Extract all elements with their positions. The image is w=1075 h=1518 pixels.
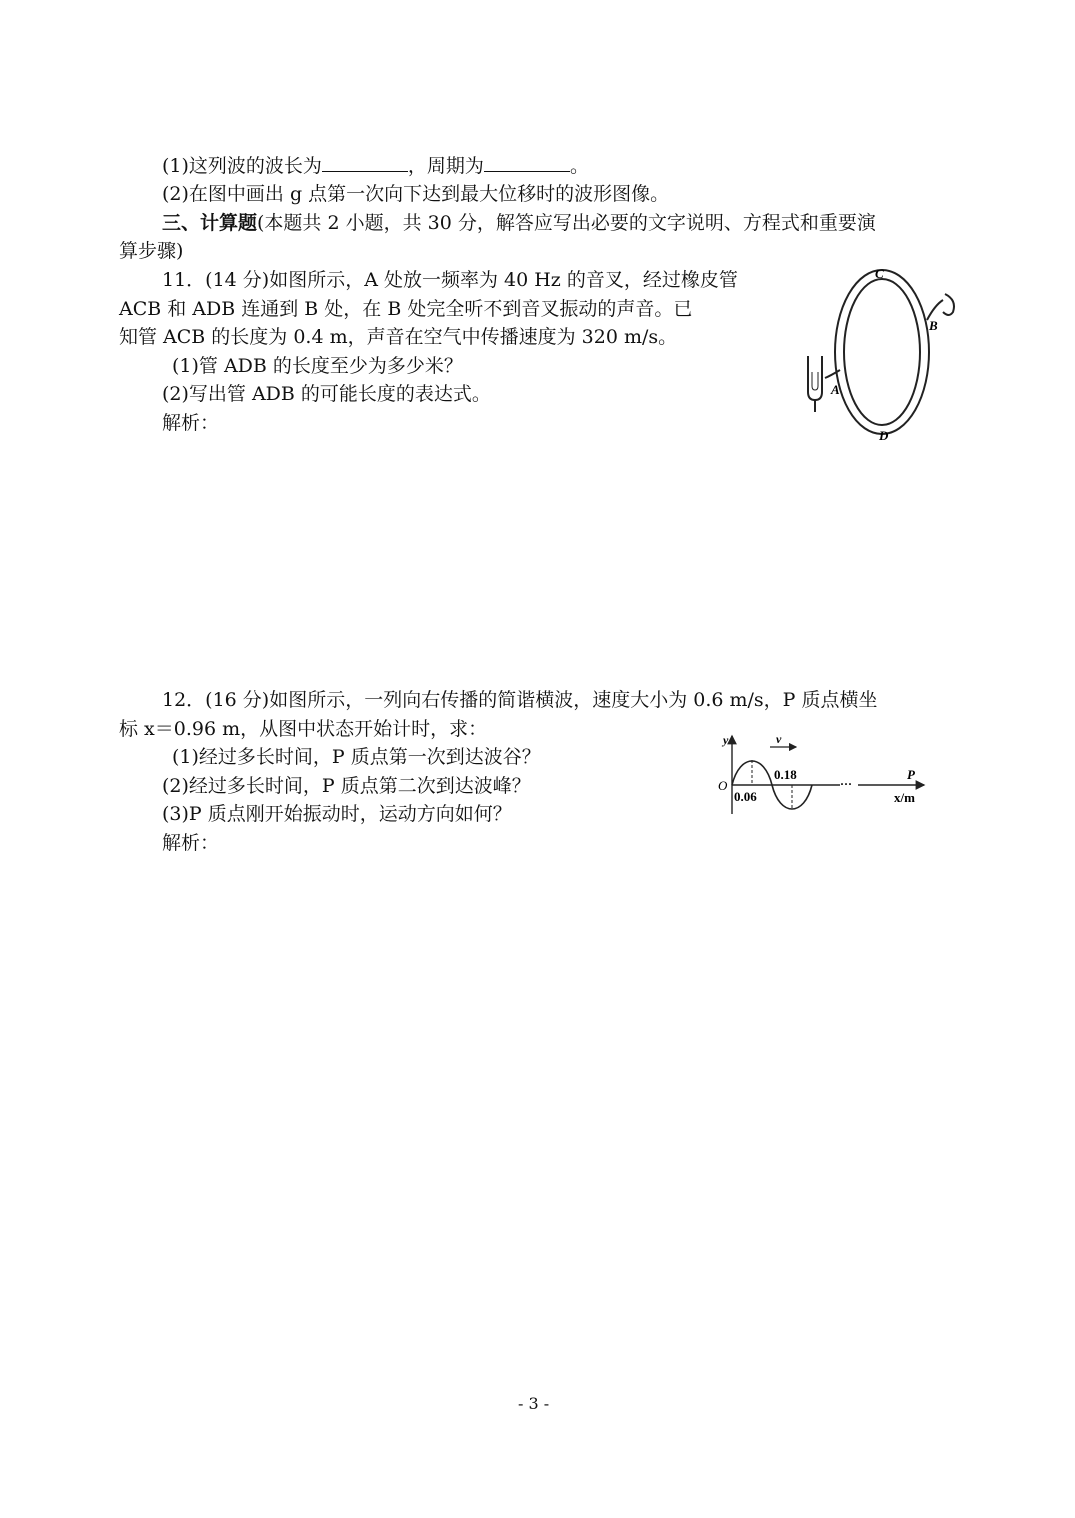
origin-label: O	[718, 778, 728, 793]
q11-line1: 11．(14 分)如图所示，A 处放一频率为 40 Hz 的音叉，经过橡皮管	[162, 269, 738, 291]
q12-sub2: (2)经过多长时间，P 质点第二次到达波峰？	[162, 775, 531, 797]
wave-figure	[712, 730, 932, 818]
q12-line2: 标 x＝0.96 m，从图中状态开始计时，求：	[119, 718, 488, 740]
q12-line1: 12．(16 分)如图所示，一列向右传播的简谐横波，速度大小为 0.6 m/s，P 质点横坐	[162, 689, 878, 711]
wavelength-blank[interactable]	[322, 153, 408, 172]
q10-part1	[162, 153, 589, 178]
label-c: C	[875, 266, 884, 281]
q11-line3: 知管 ACB 的长度为 0.4 m，声音在空气中传播速度为 320 m/s。	[119, 326, 678, 348]
q11-sub1: (1)管 ADB 的长度至少为多少米？	[172, 355, 463, 377]
label-d: D	[879, 428, 889, 443]
tube-inner	[844, 279, 920, 425]
p-label: P	[907, 767, 915, 782]
q10-part1-mid: ，周期为	[407, 155, 484, 177]
tick-label-006: 0.06	[734, 789, 757, 804]
q12-sub1: (1)经过多长时间，P 质点第一次到达波谷？	[172, 746, 541, 768]
tick-label-018: 0.18	[774, 767, 797, 782]
q10-part1-prefix: (1)这列波的波长为	[162, 155, 322, 177]
section3-heading-line	[162, 211, 876, 235]
page-number: - 3 -	[518, 1394, 550, 1413]
q11-sub2: (2)写出管 ADB 的可能长度的表达式。	[162, 383, 491, 405]
x-label: x/m	[894, 790, 915, 805]
q10-part1-end: 。	[569, 155, 589, 177]
q11-line2: ACB 和 ADB 连通到 B 处，在 B 处完全听不到音叉振动的声音。已	[119, 298, 693, 320]
q10-part2: (2)在图中画出 g 点第一次向下达到最大位移时的波形图像。	[162, 183, 670, 205]
label-b: B	[929, 318, 938, 333]
ear-icon	[943, 294, 954, 315]
q12-sub3: (3)P 质点刚开始振动时，运动方向如何？	[162, 803, 512, 825]
section3-note-line2: 算步骤)	[119, 240, 184, 262]
section3-note: (本题共 2 小题，共 30 分，解答应写出必要的文字说明、方程式和重要演	[257, 212, 876, 234]
section3-heading: 三、计算题	[162, 212, 258, 234]
tube-loop-figure	[795, 260, 975, 445]
period-blank[interactable]	[484, 153, 570, 172]
q11-answer-label: 解析：	[162, 412, 220, 434]
q12-answer-label: 解析：	[162, 832, 220, 854]
v-label: v	[776, 732, 782, 746]
y-label: y	[723, 733, 729, 747]
tube-outer	[835, 270, 929, 434]
tuning-fork-icon	[808, 356, 822, 412]
tube-branch-b	[927, 300, 943, 320]
axis-ellipsis: ···	[840, 777, 853, 791]
label-a: A	[831, 382, 840, 397]
